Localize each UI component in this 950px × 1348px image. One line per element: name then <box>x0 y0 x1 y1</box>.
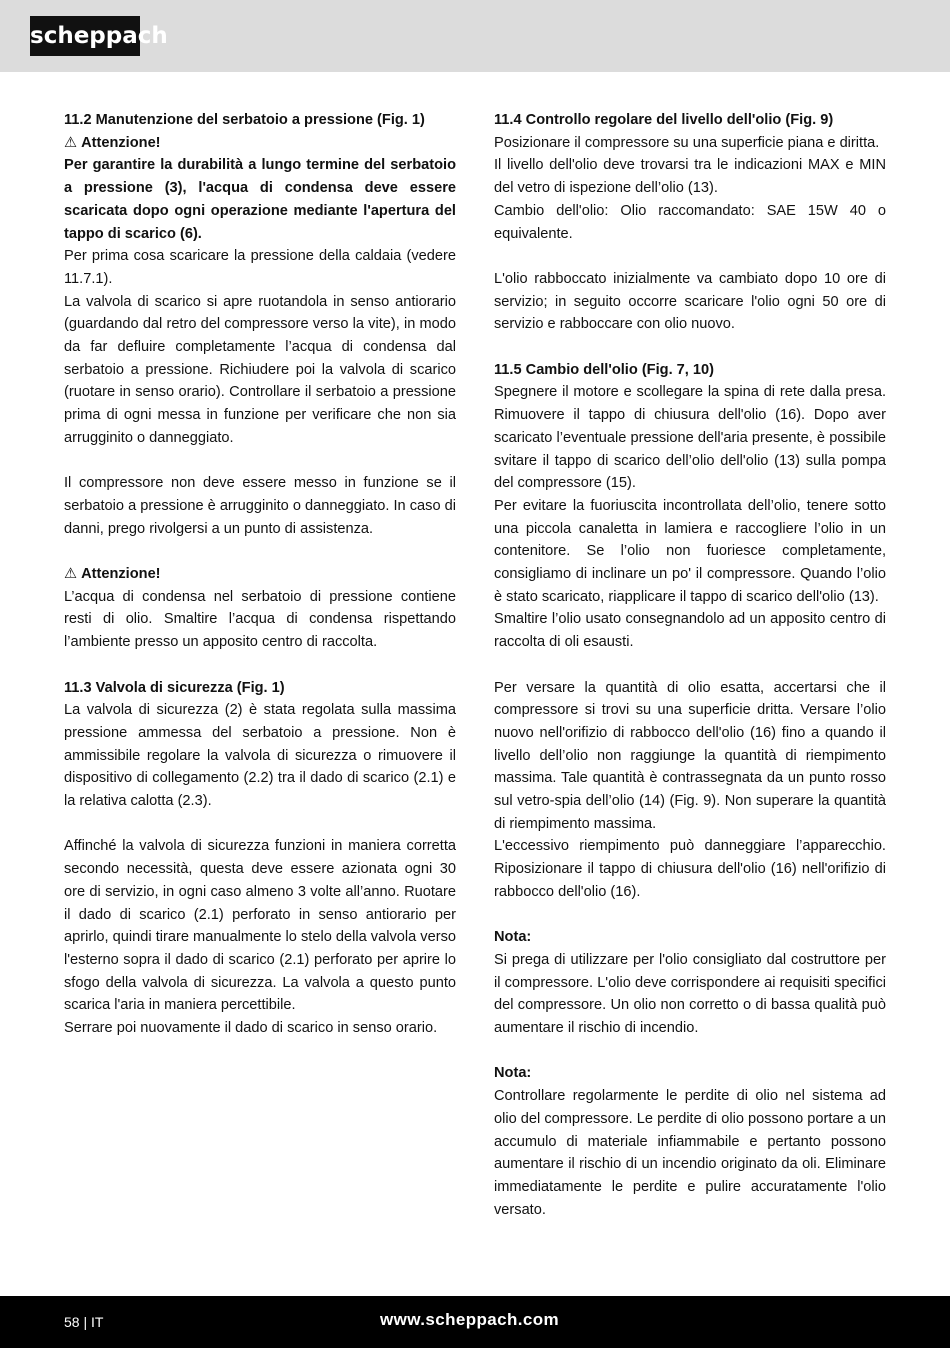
warning-label: Attenzione! <box>81 134 161 151</box>
paragraph: Per prima cosa scaricare la pressione della caldaia (vedere 11.7.1). <box>64 248 456 287</box>
warning-heading-2 <box>64 563 456 586</box>
paragraph: Affinché la valvola di sicurezza funzioni in maniera corretta secondo necessità, questa deve essere azionata ogni 30 ore di servizio, in ogni caso almeno 3 volte all’anno. Ruotare il dado di scarico (2.1) perforato in senso antiorario per aprirlo, quindi tirare manualmente lo stelo della valvola verso l'esterno sopra il dado di scarico (2.1) perforato per aprire lo sfogo della valvola di sicurezza. La valvola a questo punto scarica l'aria in maniera percettibile. <box>64 838 456 1014</box>
section-11-2-title: 11.2 Manutenzione del serbatoio a pressione (Fig. 1) <box>64 112 425 128</box>
paragraph: Spegnere il motore e scollegare la spina di rete dalla presa. Rimuovere il tappo di chiusura dell'olio (16). Dopo aver scaricato l’eventuale pressione dell'aria presente, è possibile svitare il tappo di scarico dell’olio dell'olio (13) sulla pompa del compressore (15). <box>494 384 886 492</box>
left-column <box>64 109 456 1040</box>
warning-label: Attenzione! <box>81 566 161 583</box>
paragraph: L'olio rabboccato inizialmente va cambiato dopo 10 ore di servizio; in seguito occorre scaricare l'olio ogni 50 ore di servizio e rabboccare con olio nuovo. <box>494 270 886 333</box>
right-column <box>494 109 886 1221</box>
paragraph: Smaltire l’olio usato consegnandolo ad un apposito centro di raccolta di oli esausti. <box>494 611 886 651</box>
note-label-1: Nota: <box>494 929 532 946</box>
paragraph: Per evitare la fuoriuscita incontrollata dell’olio, tenere sotto una piccola canaletta in lamiera e raccogliere l’olio in un contenitore. Se l’olio non fuoriesce completamente, consigliamo di inclinare un po' il compressore. Quando l’olio è stato scaricato, riapplicare il tappo di scarico dell'olio (13). <box>494 497 886 605</box>
warning-triangle-icon: ⚠ <box>64 566 78 583</box>
page-number: 58 | IT <box>64 1314 104 1330</box>
warning-heading-1 <box>64 132 456 155</box>
warning-body-1: Per garantire la durabilità a lungo termine del serbatoio a pressione (3), l'acqua di condensa deve essere scaricata dopo ogni operazione mediante l'apertura del tappo di scarico (6). <box>64 157 456 242</box>
paragraph: Cambio dell'olio: Olio raccomandato: SAE 15W 40 o equivalente. <box>494 202 886 242</box>
website-link[interactable]: www.scheppach.com <box>380 1310 560 1329</box>
scheppach-logo: scheppach <box>30 16 140 56</box>
section-11-5-title: 11.5 Cambio dell'olio (Fig. 7, 10) <box>494 361 714 378</box>
paragraph: L'eccessivo riempimento può danneggiare l’apparecchio. Riposizionare il tappo di chiusura dell'olio (16) nell'orifizio di rabbocco dell'olio (16). <box>494 838 886 900</box>
paragraph: Per versare la quantità di olio esatta, accertarsi che il compressore si trovi su una superficie dritta. Versare l’olio nuovo nell'orifizio di rabbocco dell'olio (16) fino a quando il livello dell’olio non raggiunge la quantità di riempimento massima. Tale quantità è contrassegnata da un punto rosso sul vetro-spia dell’olio (14) (Fig. 9). Non superare la quantità di riempimento massima. <box>494 679 886 832</box>
warning-body-2: L’acqua di condensa nel serbatoio di pressione contiene resti di olio. Smaltire l’acqua di condensa rispettando l’ambiente presso un apposito centro di raccolta. <box>64 588 456 651</box>
note-body-2: Controllare regolarmente le perdite di olio nel sistema ad olio del compressore. Le perdite di olio possono portare a un accumulo di materiale infiammabile e pertanto possono aumentare il rischio di un incendio originato da oli. Eliminare immediatamente le perdite e pulire accuratamente l'olio versato. <box>494 1088 886 1218</box>
page-footer <box>0 1296 950 1348</box>
page-header <box>0 0 950 72</box>
paragraph: Il compressore non deve essere messo in funzione se il serbatoio a pressione è arrugginito o danneggiato. In caso di danni, prego rivolgersi a un punto di assistenza. <box>64 475 456 537</box>
note-label-2: Nota: <box>494 1065 532 1082</box>
paragraph: Posizionare il compressore su una superficie piana e diritta. <box>494 134 880 151</box>
warning-triangle-icon: ⚠ <box>64 134 78 151</box>
paragraph: La valvola di sicurezza (2) è stata regolata sulla massima pressione ammessa del serbatoio a pressione. Non è ammissibile regolare la valvola di sicurezza o rimuovere il dispositivo di collegamento (2.2) tra il dado di scarico (2.1) e la relativa calotta (2.3). <box>64 702 456 810</box>
section-11-3-title: 11.3 Valvola di sicurezza (Fig. 1) <box>64 679 285 696</box>
section-11-4-title: 11.4 Controllo regolare del livello dell'olio (Fig. 9) <box>494 112 834 128</box>
note-body-1: Si prega di utilizzare per l'olio consigliato dal costruttore per il compressore. L'olio deve corrispondere ai requisiti specifici del compressore. Un olio non corretto o di bassa qualità può aumentare il rischio di incendio. <box>494 951 886 1037</box>
paragraph: Serrare poi nuovamente il dado di scarico in senso orario. <box>64 1020 438 1037</box>
paragraph: La valvola di scarico si apre ruotandola in senso antiorario (guardando dal retro del compressore verso la vite), in modo da far defluire completamente l’acqua di condensa dal serbatoio a pressione. Richiudere poi la valvola di scarico (ruotare in senso orario). Controllare il serbatoio a pressione prima di ogni messa in funzione per verificare che non sia arrugginito o danneggiato. <box>64 293 456 446</box>
paragraph: Il livello dell'olio deve trovarsi tra le indicazioni MAX e MIN del vetro di ispezione dell’olio (13). <box>494 157 886 197</box>
